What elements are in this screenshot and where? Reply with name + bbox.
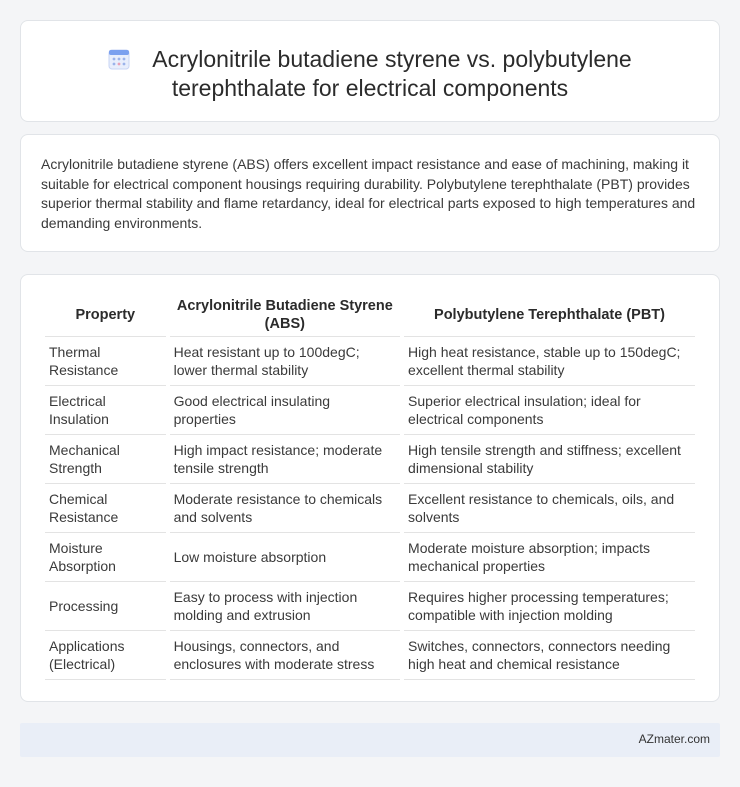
table-row	[45, 484, 695, 533]
property-cell: Processing	[45, 582, 166, 631]
intro-text: Acrylonitrile butadiene styrene (ABS) offers excellent impact resistance and ease of machining, making it suitable for electrical component housings requiring durability. Polybutylene terephthalate (PBT) provides superior thermal stability and flame retardancy, ideal for electrical parts exposed to high temperatures and demanding environments.	[41, 156, 696, 231]
page-title: Acrylonitrile butadiene styrene vs. polybutylene terephthalate for electrical components	[152, 46, 632, 101]
pbt-cell: High tensile strength and stiffness; excellent dimensional stability	[404, 435, 695, 484]
abs-cell: Housings, connectors, and enclosures with moderate stress	[170, 631, 400, 680]
comparison-table	[41, 293, 699, 680]
abs-cell: Heat resistant up to 100degC; lower thermal stability	[170, 337, 400, 386]
abs-cell: Low moisture absorption	[170, 533, 400, 582]
header-pbt: Polybutylene Terephthalate (PBT)	[404, 293, 695, 337]
header-abs: Acrylonitrile Butadiene Styrene (ABS)	[170, 293, 400, 337]
pbt-cell: High heat resistance, stable up to 150degC; excellent thermal stability	[404, 337, 695, 386]
header-property: Property	[45, 293, 166, 337]
property-cell: Applications (Electrical)	[45, 631, 166, 680]
comparison-table-card	[20, 274, 720, 702]
abs-cell: Good electrical insulating properties	[170, 386, 400, 435]
pbt-cell: Excellent resistance to chemicals, oils, and solvents	[404, 484, 695, 533]
table-header-row	[45, 293, 695, 337]
intro-card	[20, 134, 720, 252]
pbt-cell: Requires higher processing temperatures; compatible with injection molding	[404, 582, 695, 631]
footer-site-link[interactable]: AZmater.com	[638, 732, 710, 746]
page-title-wrap	[21, 45, 719, 103]
property-cell: Electrical Insulation	[45, 386, 166, 435]
property-cell: Moisture Absorption	[45, 533, 166, 582]
footer-bar	[20, 723, 720, 757]
property-cell: Mechanical Strength	[45, 435, 166, 484]
table-row	[45, 631, 695, 680]
table-row	[45, 435, 695, 484]
table-row	[45, 337, 695, 386]
table-row	[45, 386, 695, 435]
pbt-cell: Moderate moisture absorption; impacts mechanical properties	[404, 533, 695, 582]
abs-cell: High impact resistance; moderate tensile strength	[170, 435, 400, 484]
property-cell: Chemical Resistance	[45, 484, 166, 533]
property-cell: Thermal Resistance	[45, 337, 166, 386]
abs-cell: Easy to process with injection molding and extrusion	[170, 582, 400, 631]
pbt-cell: Switches, connectors, connectors needing high heat and chemical resistance	[404, 631, 695, 680]
table-row	[45, 533, 695, 582]
title-card	[20, 20, 720, 122]
table-row	[45, 582, 695, 631]
calendar-icon	[108, 48, 130, 70]
pbt-cell: Superior electrical insulation; ideal for electrical components	[404, 386, 695, 435]
abs-cell: Moderate resistance to chemicals and solvents	[170, 484, 400, 533]
